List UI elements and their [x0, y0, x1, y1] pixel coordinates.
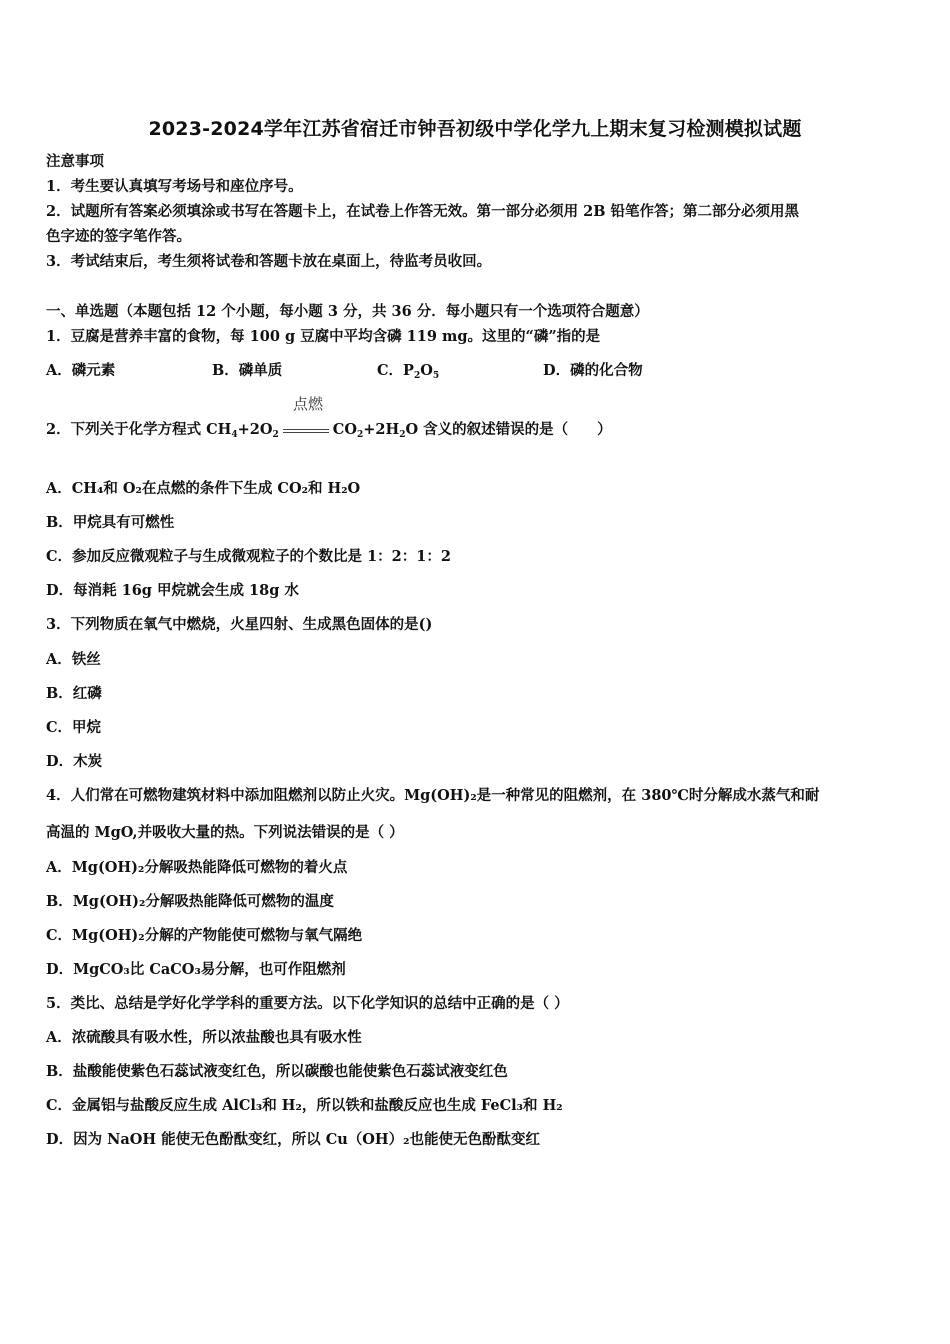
- q1-option-a: A．磷元素: [46, 362, 116, 379]
- q2-option-c: C．参加反应微观粒子与生成微观粒子的个数比是 1：2：1：2: [46, 548, 451, 565]
- q3-option-d: D．木炭: [46, 753, 103, 770]
- notice-item-2-line2: 色字迹的签字笔作答。: [46, 228, 191, 245]
- q4-stem-line1: 4．人们常在可燃物建筑材料中添加阻燃剂以防止火灾。Mg(OH)₂是一种常见的阻燃剂，在 380℃时分解成水蒸气和耐: [46, 787, 820, 804]
- q4-option-d: D．MgCO₃比 CaCO₃易分解，也可作阻燃剂: [46, 961, 346, 978]
- notice-heading: 注意事项: [46, 153, 104, 170]
- q3-option-a: A．铁丝: [46, 651, 101, 668]
- q4-option-b: B．Mg(OH)₂分解吸热能降低可燃物的温度: [46, 893, 334, 910]
- q2-stem: 2．下列关于化学方程式 $CH_4+2O_2$ $CO_2+2H_2O$ 含义的叙述错误的是（ ）: [46, 421, 612, 440]
- q5-option-c: C．金属铝与盐酸反应生成 AlCl₃和 H₂，所以铁和盐酸反应也生成 FeCl₃和 H₂: [46, 1097, 563, 1114]
- section-heading: 一、单选题（本题包括 12 个小题，每小题 3 分，共 36 分．每小题只有一个选项符合题意）: [46, 303, 649, 320]
- q4-option-a: A．Mg(OH)₂分解吸热能降低可燃物的着火点: [46, 859, 348, 876]
- reaction-condition: 点燃: [293, 395, 324, 413]
- q5-stem: 5．类比、总结是学好化学学科的重要方法。以下化学知识的总结中正确的是（ ）: [46, 995, 569, 1012]
- q2-option-b: B．甲烷具有可燃性: [46, 514, 175, 531]
- notice-item-1: 1．考生要认真填写考场号和座位序号。: [46, 178, 303, 195]
- q5-option-b: B．盐酸能使紫色石蕊试液变红色，所以碳酸也能使紫色石蕊试液变红色: [46, 1063, 508, 1080]
- q1-option-d: D．磷的化合物: [543, 362, 643, 379]
- q3-option-b: B．红磷: [46, 685, 102, 702]
- q1-stem: 1．豆腐是营养丰富的食物，每 100 g 豆腐中平均含磷 119 mg。这里的“磷”指的是: [46, 328, 601, 345]
- q3-stem: 3．下列物质在氧气中燃烧，火星四射、生成黑色固体的是(): [46, 616, 433, 633]
- q1-option-b: B．磷单质: [212, 362, 283, 379]
- q4-stem-line2: 高温的 MgO,并吸收大量的热。下列说法错误的是（ ）: [46, 824, 404, 841]
- q5-option-a: A．浓硫酸具有吸水性，所以浓盐酸也具有吸水性: [46, 1029, 362, 1046]
- q3-option-c: C．甲烷: [46, 719, 102, 736]
- notice-item-3: 3．考试结束后，考生须将试卷和答题卡放在桌面上，待监考员收回。: [46, 253, 492, 270]
- notice-item-2-line1: 2．试题所有答案必须填涂或书写在答题卡上，在试卷上作答无效。第一部分必须用 2B 铅笔作答；第二部分必须用黑: [46, 203, 800, 220]
- q2-option-d: D．每消耗 16g 甲烷就会生成 18g 水: [46, 582, 299, 599]
- q2-option-a: A．CH₄和 O₂在点燃的条件下生成 CO₂和 H₂O: [46, 480, 361, 497]
- equation-arrow: [283, 421, 329, 439]
- q5-option-d: D．因为 NaOH 能使无色酚酞变红，所以 Cu（OH）₂也能使无色酚酞变红: [46, 1131, 540, 1148]
- q1-option-c: C．$P_2O_5$: [377, 362, 440, 381]
- q4-option-c: C．Mg(OH)₂分解的产物能使可燃物与氧气隔绝: [46, 927, 363, 944]
- page-title: 2023-2024学年江苏省宿迁市钟吾初级中学化学九上期末复习检测模拟试题: [148, 118, 802, 140]
